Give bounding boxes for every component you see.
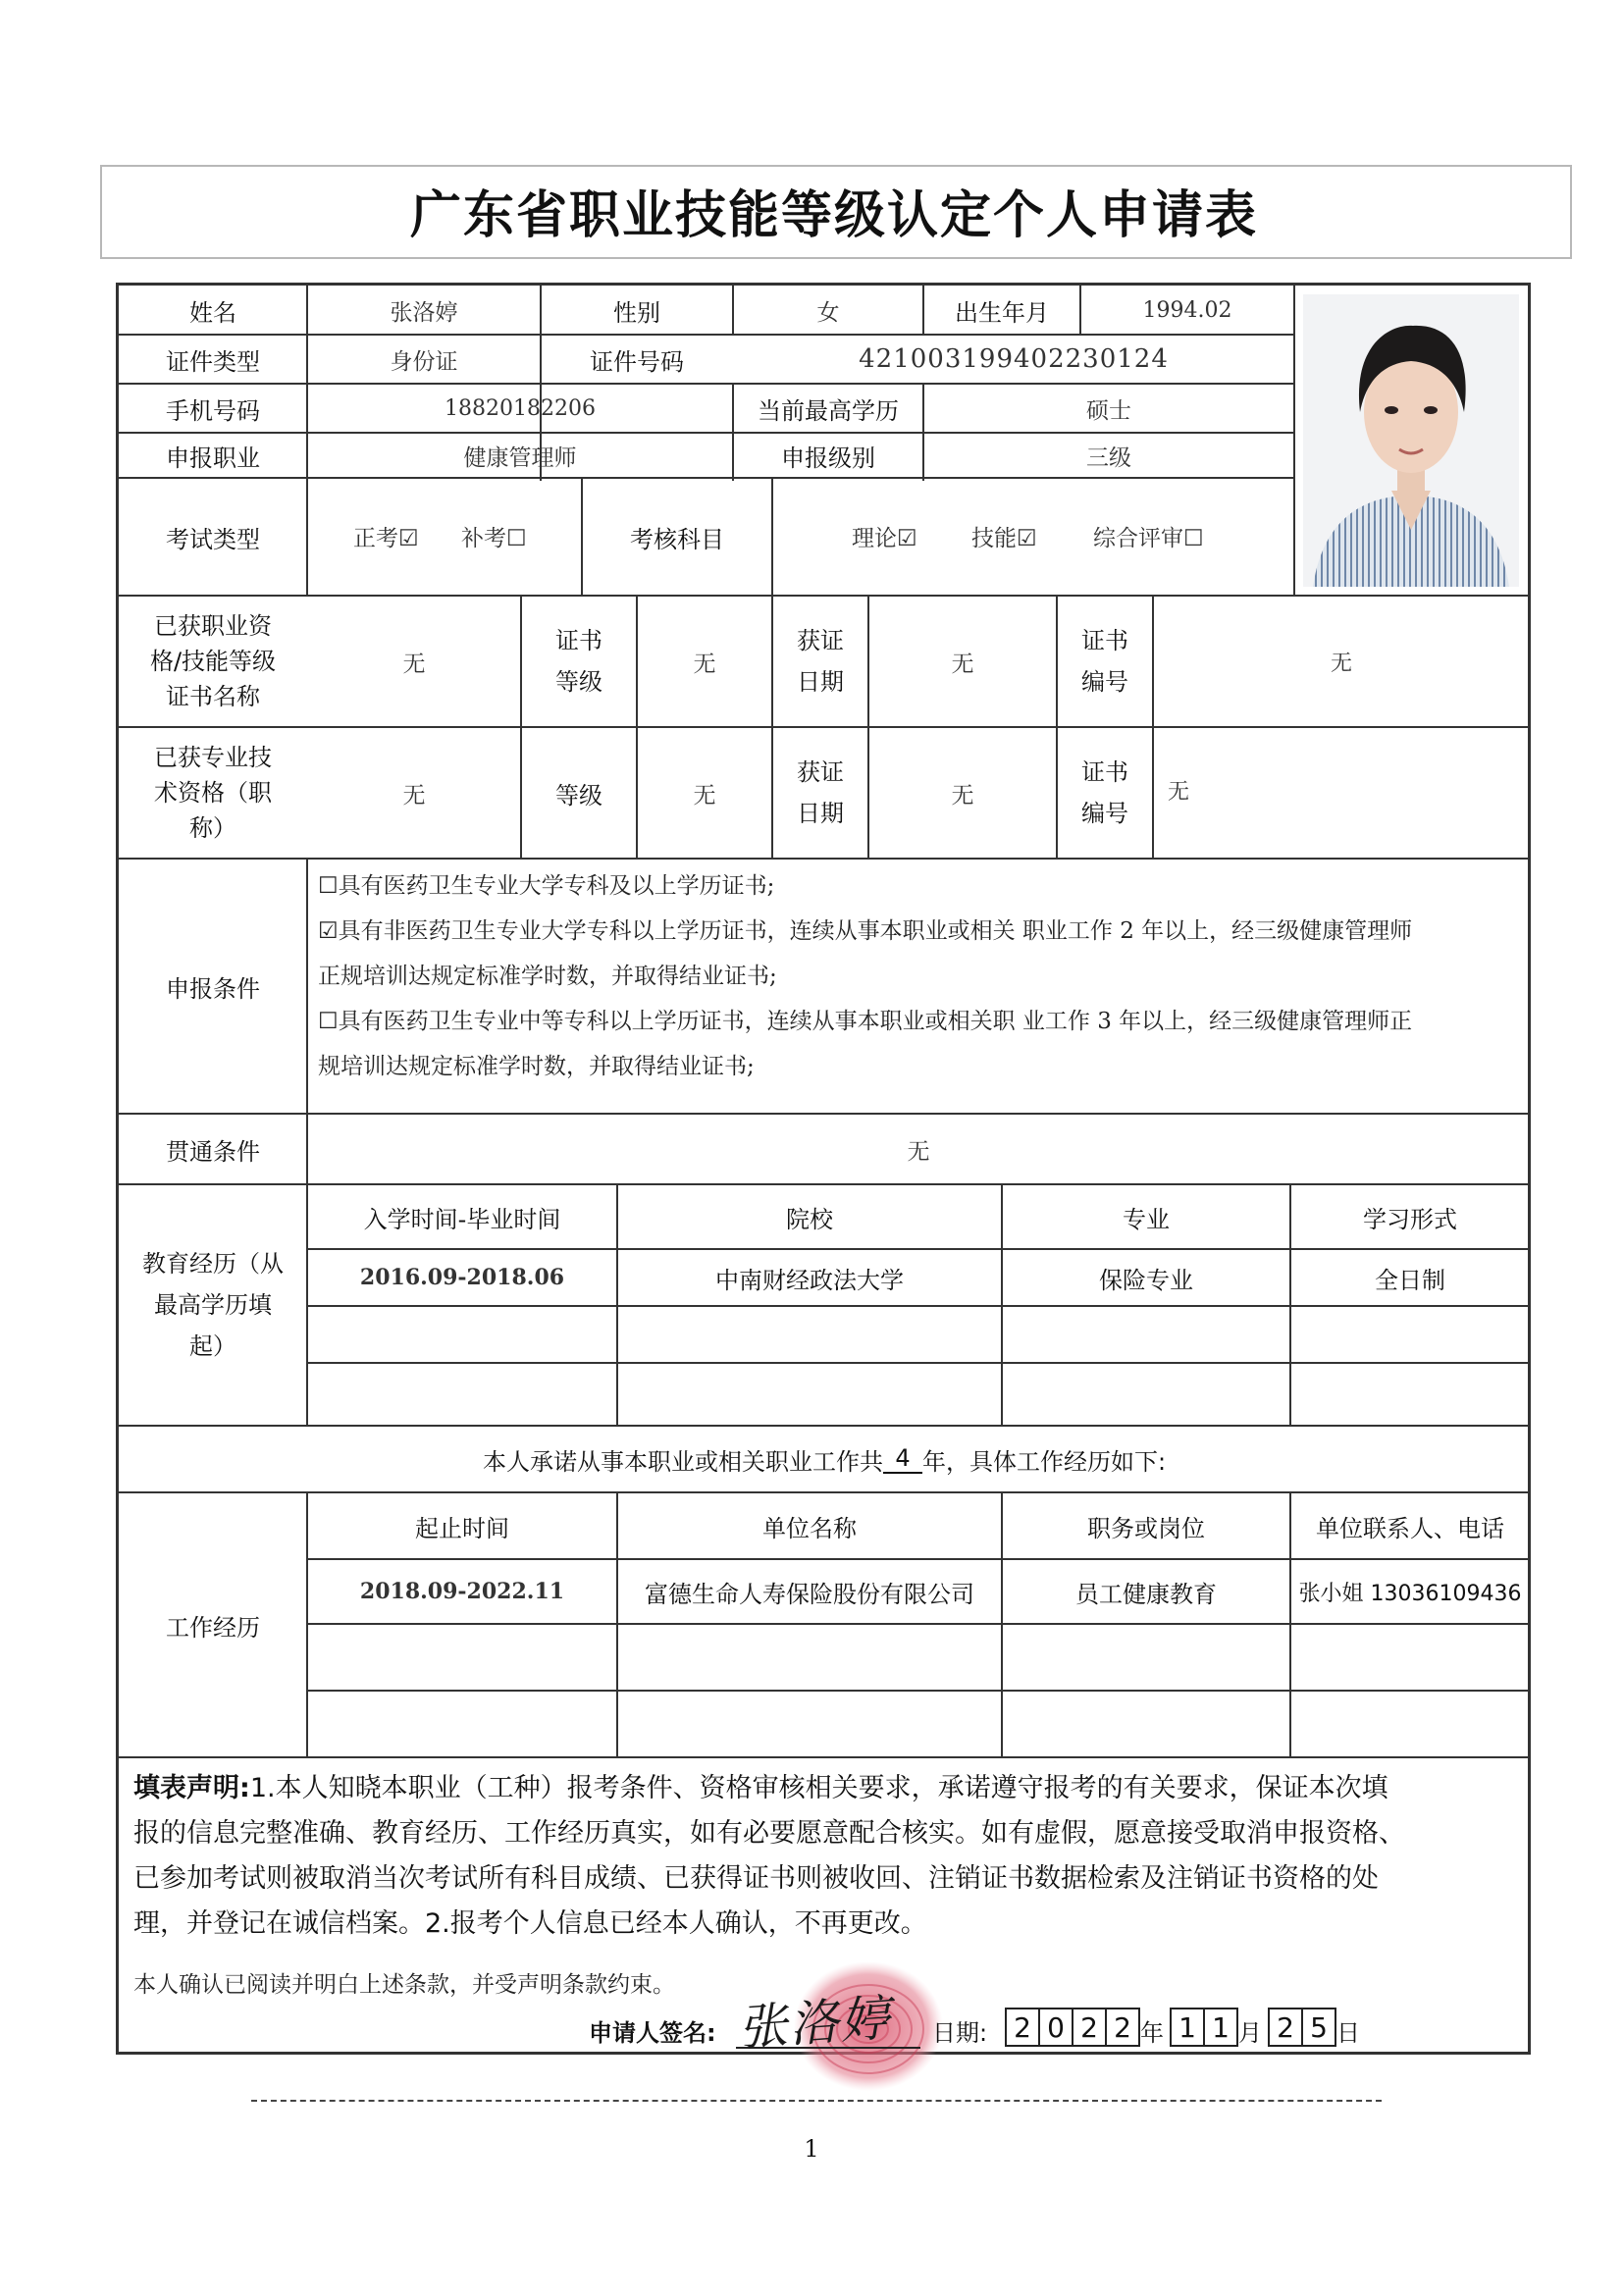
declaration-line-1: 1.本人知晓本职业（工种）报考条件、资格审核相关要求，承诺遵守报考的有关要求，保证本次填 bbox=[249, 1773, 1388, 1803]
exam-type-makeup: 补考☐ bbox=[461, 526, 527, 551]
applicant-photo bbox=[1303, 294, 1519, 587]
label-cert1-date-b: 日期 bbox=[797, 667, 844, 696]
label-exam-type: 考试类型 bbox=[166, 525, 260, 553]
work-row-company: 富德生命人寿保险股份有限公司 bbox=[645, 1580, 974, 1608]
label-cert2-level: 等级 bbox=[555, 781, 602, 809]
label-level: 申报级别 bbox=[781, 444, 875, 472]
value-cert1-date: 无 bbox=[951, 651, 974, 677]
work-header-contact: 单位联系人、电话 bbox=[1316, 1514, 1504, 1542]
value-cert2-no: 无 bbox=[1168, 780, 1190, 805]
condition-2b: 正规培训达规定标准学时数，并取得结业证书; bbox=[318, 964, 777, 989]
exam-subject-review: 综合评审☐ bbox=[1093, 526, 1204, 551]
date-day-unit: 日 bbox=[1336, 2019, 1360, 2047]
date-label: 日期: bbox=[932, 2019, 988, 2047]
date-year-unit: 年 bbox=[1140, 2019, 1164, 2047]
declaration-confirm: 本人确认已阅读并明白上述条款，并受声明条款约束。 bbox=[133, 1972, 675, 1998]
label-phone: 手机号码 bbox=[166, 396, 260, 425]
work-row-contact: 张小姐 13036109436 bbox=[1298, 1581, 1522, 1606]
label-cert1-level-a: 证书 bbox=[555, 626, 602, 654]
value-name: 张洛婷 bbox=[390, 299, 458, 326]
value-cert2-name: 无 bbox=[402, 782, 426, 809]
declaration-text bbox=[133, 1766, 1523, 1947]
edu-header-school: 院校 bbox=[786, 1205, 833, 1233]
declaration-line-4: 理，并登记在诚信档案。2.报考个人信息已经本人确认，不再更改。 bbox=[133, 1908, 927, 1939]
value-cert1-name: 无 bbox=[402, 651, 426, 677]
label-cert1-name: 已获职业资格/技能等级证书名称 bbox=[149, 612, 277, 710]
label-exam-subject: 考核科目 bbox=[630, 525, 724, 553]
sign-label: 申请人签名: bbox=[589, 2019, 716, 2047]
label-id-no: 证件号码 bbox=[590, 347, 684, 376]
value-phone: 18820182206 bbox=[445, 395, 596, 421]
value-birth: 1994.02 bbox=[1142, 297, 1232, 323]
condition-2a: ☑具有非医药卫生专业大学专科以上学历证书，连续从事本职业或相关 职业工作 2 年以上，经三级健康管理师 bbox=[318, 918, 1413, 944]
work-pledge-pre: 本人承诺从事本职业或相关职业工作共 bbox=[482, 1447, 883, 1476]
work-row-position: 员工健康教育 bbox=[1075, 1580, 1217, 1608]
declaration-line-2: 报的信息完整准确、教育经历、工作经历真实，如有必要愿意配合核实。如有虚假，愿意接受取消申报资格、 bbox=[133, 1818, 1405, 1849]
cut-line bbox=[251, 2100, 1382, 2102]
condition-1: ☐具有医药卫生专业大学专科及以上学历证书; bbox=[318, 873, 775, 899]
label-cert2-no-a: 证书 bbox=[1081, 757, 1128, 786]
conditions-text bbox=[318, 863, 1521, 1089]
label-cert1-no-a: 证书 bbox=[1081, 626, 1128, 654]
exam-subject-skill: 技能☑ bbox=[971, 526, 1037, 551]
value-cert1-level: 无 bbox=[693, 651, 716, 677]
label-conditions: 申报条件 bbox=[166, 974, 260, 1003]
value-through: 无 bbox=[907, 1138, 930, 1165]
date-month-digit-1: 1 bbox=[1170, 2008, 1205, 2047]
work-pledge-years: 4 bbox=[883, 1444, 922, 1474]
edu-row-major: 保险专业 bbox=[1099, 1266, 1193, 1294]
condition-3b: 规培训达规定标准学时数，并取得结业证书; bbox=[318, 1054, 755, 1079]
date-day-digit-1: 2 bbox=[1268, 2008, 1303, 2047]
edu-row-form: 全日制 bbox=[1375, 1266, 1445, 1294]
label-work-history: 工作经历 bbox=[166, 1613, 260, 1642]
edu-header-period: 入学时间-毕业时间 bbox=[363, 1205, 561, 1233]
date-year-digit-4: 2 bbox=[1105, 2008, 1140, 2047]
work-header-position: 职务或岗位 bbox=[1087, 1514, 1205, 1542]
work-header-period: 起止时间 bbox=[415, 1514, 509, 1542]
value-id-type: 身份证 bbox=[390, 348, 458, 375]
label-cert1-level-b: 等级 bbox=[555, 667, 602, 696]
value-cert1-no: 无 bbox=[1330, 651, 1352, 676]
label-cert1-date-a: 获证 bbox=[797, 626, 844, 654]
label-cert2-date-b: 日期 bbox=[797, 799, 844, 827]
value-id-no: 421003199402230124 bbox=[859, 344, 1169, 374]
value-education: 硕士 bbox=[1086, 397, 1131, 424]
declaration-head: 填表声明: bbox=[133, 1773, 250, 1803]
date-month-unit: 月 bbox=[1238, 2019, 1262, 2047]
exam-subject-theory: 理论☑ bbox=[852, 526, 917, 551]
label-birth: 出生年月 bbox=[955, 298, 1049, 327]
edu-row-school: 中南财经政法大学 bbox=[715, 1266, 904, 1294]
value-level: 三级 bbox=[1086, 444, 1131, 471]
work-header-company: 单位名称 bbox=[762, 1514, 857, 1542]
edu-row-period: 2016.09-2018.06 bbox=[359, 1265, 565, 1290]
label-id-type: 证件类型 bbox=[166, 347, 260, 376]
date-month-digit-2: 1 bbox=[1203, 2008, 1238, 2047]
work-pledge bbox=[120, 1427, 1529, 1491]
date-day-digit-2: 5 bbox=[1301, 2008, 1336, 2047]
condition-3a: ☐具有医药卫生专业中等专科以上学历证书，连续从事本职业或相关职 业工作 3 年以上，经三级健康管理师正 bbox=[318, 1009, 1413, 1034]
label-cert2-date-a: 获证 bbox=[797, 757, 844, 786]
label-education-history: 教育经历（从最高学历填起） bbox=[142, 1250, 284, 1360]
label-occupation: 申报职业 bbox=[166, 444, 260, 472]
value-cert2-level: 无 bbox=[693, 782, 716, 809]
date-year-digit-1: 2 bbox=[1005, 2008, 1040, 2047]
edu-header-major: 专业 bbox=[1123, 1205, 1170, 1233]
signature: 张洛婷 bbox=[736, 1989, 894, 2058]
label-cert2-no-b: 编号 bbox=[1081, 799, 1128, 827]
applicant-photo-graphic bbox=[1303, 294, 1519, 587]
exam-type-regular: 正考☑ bbox=[353, 526, 419, 551]
label-cert2-name: 已获专业技术资格（职称） bbox=[154, 744, 272, 842]
label-name: 姓名 bbox=[189, 298, 236, 327]
declaration-line-3: 已参加考试则被取消当次考试所有科目成绩、已获得证书则被收回、注销证书数据检索及注销证书资格的处 bbox=[133, 1863, 1379, 1894]
label-gender: 性别 bbox=[613, 298, 660, 327]
value-occupation: 健康管理师 bbox=[463, 444, 577, 471]
date-year-digit-3: 2 bbox=[1072, 2008, 1107, 2047]
page-number: 1 bbox=[804, 2135, 819, 2163]
work-pledge-post: 年，具体工作经历如下: bbox=[921, 1447, 1167, 1476]
date-year-digit-2: 0 bbox=[1038, 2008, 1073, 2047]
work-row-period: 2018.09-2022.11 bbox=[359, 1579, 565, 1604]
label-education: 当前最高学历 bbox=[758, 396, 899, 425]
form-title: 广东省职业技能等级认定个人申请表 bbox=[409, 185, 1258, 245]
label-through: 贯通条件 bbox=[166, 1137, 260, 1166]
edu-header-form: 学习形式 bbox=[1363, 1205, 1457, 1233]
label-cert1-no-b: 编号 bbox=[1081, 667, 1128, 696]
value-cert2-date: 无 bbox=[951, 782, 974, 809]
value-gender: 女 bbox=[816, 299, 840, 326]
